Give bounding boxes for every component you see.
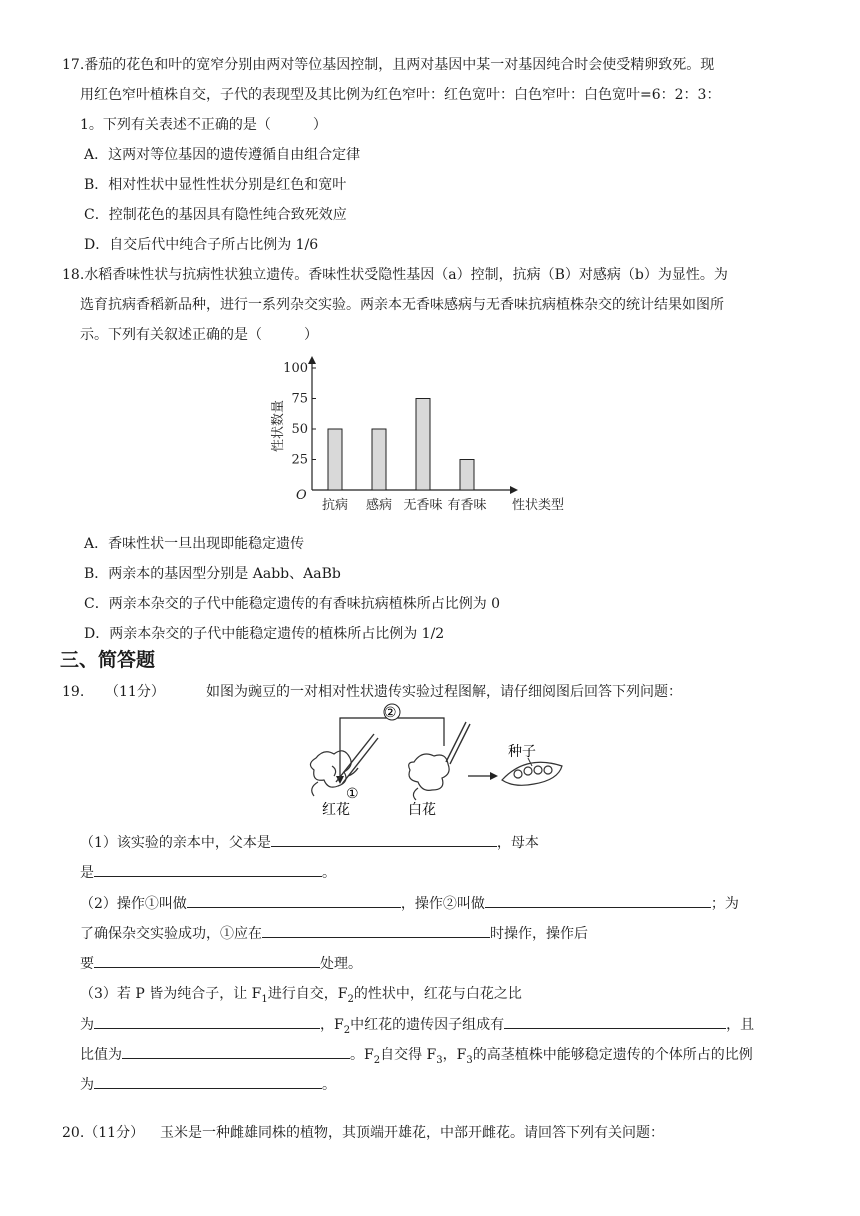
chart-origin-label: O xyxy=(296,488,307,503)
answer-blank-op1[interactable] xyxy=(187,893,401,908)
x-tick-label: 感病 xyxy=(365,498,393,513)
bar xyxy=(372,429,386,490)
section-title: 三、简答题 xyxy=(60,649,156,671)
q19-part3-line4 xyxy=(80,1074,336,1095)
answer-blank-ratio[interactable] xyxy=(94,1014,320,1029)
q17-option-b: B．相对性状中显性性状分别是红色和宽叶 xyxy=(84,177,347,193)
q17-option-a: A．这两对等位基因的遗传遵循自由组合定律 xyxy=(84,147,361,163)
x-tick-label: 无香味 xyxy=(403,498,443,513)
q19-part2-line3 xyxy=(80,953,362,974)
q17-stem-line1: 17.番茄的花色和叶的宽窄分别由两对等位基因控制，且两对基因中某一对基因纯合时会使受精卵致死。现 xyxy=(62,57,715,73)
answer-blank-genotype-ratio[interactable] xyxy=(122,1044,350,1059)
q19-p1-text-a: （1）该实验的亲本中，父本是 xyxy=(80,835,271,851)
bar xyxy=(460,460,474,491)
answer-blank-father[interactable] xyxy=(271,832,497,847)
q18-stem-line1: 18.水稻香味性状与抗病性状独立遗传。香味性状受隐性基因（a）控制，抗病（B）对感病（b）为显性。为 xyxy=(62,267,728,283)
q19-p3-text-j: 自交得 F xyxy=(380,1047,437,1063)
q19-p3-text-b: 进行自交，F xyxy=(267,986,348,1002)
q17-option-d: D．自交后代中纯合子所占比例为 1/6 xyxy=(84,237,319,253)
white-flower-drawing xyxy=(409,754,449,800)
q19-p1-text-d: 。 xyxy=(322,865,336,881)
q19-p2-text-f: 要 xyxy=(80,956,94,972)
y-tick-label: 50 xyxy=(291,422,308,437)
q19-p3-text-h: 比值为 xyxy=(80,1047,122,1063)
q19-part2-line1 xyxy=(80,893,739,914)
q19-p3-sub-a: 1 xyxy=(261,993,268,1005)
q19-p2-text-g: 处理。 xyxy=(320,956,362,972)
y-tick-label: 100 xyxy=(283,361,308,376)
q19-p2-text-c: ；为 xyxy=(710,896,739,912)
q19-header-text: 如图为豌豆的一对相对性状遗传实验过程图解，请仔细阅图后回答下列问题： xyxy=(206,684,682,700)
q19-part3-line3 xyxy=(80,1044,753,1071)
q20-number-score: 20.（11分） xyxy=(62,1125,145,1141)
q18-stem-line2: 选育抗病香稻新品种，进行一系列杂交实验。两亲本无香味感病与无香味抗病植株杂交的统计结果如图所 xyxy=(80,297,724,313)
answer-blank-mother[interactable] xyxy=(94,862,322,877)
answer-blank-genotypes[interactable] xyxy=(504,1014,726,1029)
q18-stem-line3: 示。下列有关叙述正确的是（ ） xyxy=(80,327,318,343)
bar xyxy=(328,429,342,490)
q19-part3-line1 xyxy=(80,984,522,1010)
pea-crossing-figure xyxy=(296,700,566,820)
q19-p3-text-c: 的性状中，红花与白花之比 xyxy=(353,986,522,1002)
q17-stem-line3: 1。下列有关表述不正确的是（ ） xyxy=(80,117,327,133)
op2-bracket xyxy=(340,718,444,782)
x-tick-label: 抗病 xyxy=(321,498,349,513)
q19-p2-text-e: 时操作，操作后 xyxy=(490,926,588,942)
q19-part1-line1 xyxy=(80,832,539,853)
q19-p2-text-a: （2）操作①叫做 xyxy=(80,896,187,912)
q19-part2-line2 xyxy=(80,923,588,944)
q19-p2-text-d: 了确保杂交实验成功，①应在 xyxy=(80,926,262,942)
q19-score: （11分） xyxy=(105,684,165,700)
q18-option-c: C．两亲本杂交的子代中能稳定遗传的有香味抗病植株所占比例为 0 xyxy=(84,596,501,612)
q18-option-b: B．两亲本的基因型分别是 Aabb、AaBb xyxy=(84,566,341,582)
q19-p3-text-l: 的高茎植株中能够稳定遗传的个体所占的比例 xyxy=(472,1047,753,1063)
q19-p2-text-b: ，操作②叫做 xyxy=(400,896,485,912)
q19-p3-text-g: ，且 xyxy=(726,1017,755,1033)
bar xyxy=(416,399,430,491)
seed-label: 种子 xyxy=(508,744,536,760)
x-tick-label: 有香味 xyxy=(447,498,487,513)
q19-p1-text-c: 是 xyxy=(80,865,94,881)
q19-p3-text-i: 。F xyxy=(350,1047,374,1063)
q19-p3-sub-i: 2 xyxy=(373,1054,381,1066)
chart-x-axis-label: 性状类型 xyxy=(512,498,565,513)
q19-p3-text-e: ，F xyxy=(320,1017,344,1033)
op1-label: ① xyxy=(346,786,359,802)
q19-p3-sub-k: 3 xyxy=(466,1054,473,1066)
answer-blank-treatment[interactable] xyxy=(94,953,320,968)
q18-option-a: A．香味性状一旦出现即能稳定遗传 xyxy=(84,536,305,552)
brush-drawing xyxy=(446,722,470,764)
q19-p3-text-a: （3）若 P 皆为纯合子，让 F xyxy=(80,986,262,1002)
q19-p3-sub-j: 3 xyxy=(436,1054,443,1066)
white-flower-label: 白花 xyxy=(408,802,436,818)
q17-stem-line2: 用红色窄叶植株自交，子代的表现型及其比例为红色窄叶：红色宽叶：白色窄叶：白色宽叶=6：2：3： xyxy=(80,87,721,103)
q19-p3-text-n: 。 xyxy=(322,1077,336,1093)
q19-p3-text-k: ，F xyxy=(442,1047,467,1063)
q19-part1-line2 xyxy=(80,862,336,883)
chart-y-axis-label: 性状数量 xyxy=(271,399,286,453)
q19-p1-text-b: ，母本 xyxy=(496,835,539,851)
q19-number: 19. xyxy=(62,684,85,700)
q19-p3-text-d: 为 xyxy=(80,1017,94,1033)
trait-bar-chart xyxy=(262,352,582,522)
y-tick-label: 25 xyxy=(291,452,308,468)
q20-stem: 玉米是一种雌雄同株的植物，其顶端开雄花，中部开雌花。请回答下列有关问题： xyxy=(160,1125,664,1141)
answer-blank-op2[interactable] xyxy=(485,893,711,908)
q19-part3-line2 xyxy=(80,1014,754,1041)
answer-blank-stable-proportion[interactable] xyxy=(94,1074,322,1089)
red-flower-label: 红花 xyxy=(322,802,350,818)
q17-option-c: C．控制花色的基因具有隐性纯合致死效应 xyxy=(84,207,347,223)
answer-blank-timing[interactable] xyxy=(262,923,490,938)
q19-p3-sub-b: 2 xyxy=(347,993,354,1005)
op2-label: ② xyxy=(384,705,397,721)
y-tick-label: 75 xyxy=(291,391,308,407)
q19-p3-text-m: 为 xyxy=(80,1077,94,1093)
q18-option-d: D．两亲本杂交的子代中能稳定遗传的植株所占比例为 1/2 xyxy=(84,626,445,642)
q19-p3-sub-e: 2 xyxy=(343,1024,351,1036)
q19-p3-text-f: 中红花的遗传因子组成有 xyxy=(350,1017,505,1033)
